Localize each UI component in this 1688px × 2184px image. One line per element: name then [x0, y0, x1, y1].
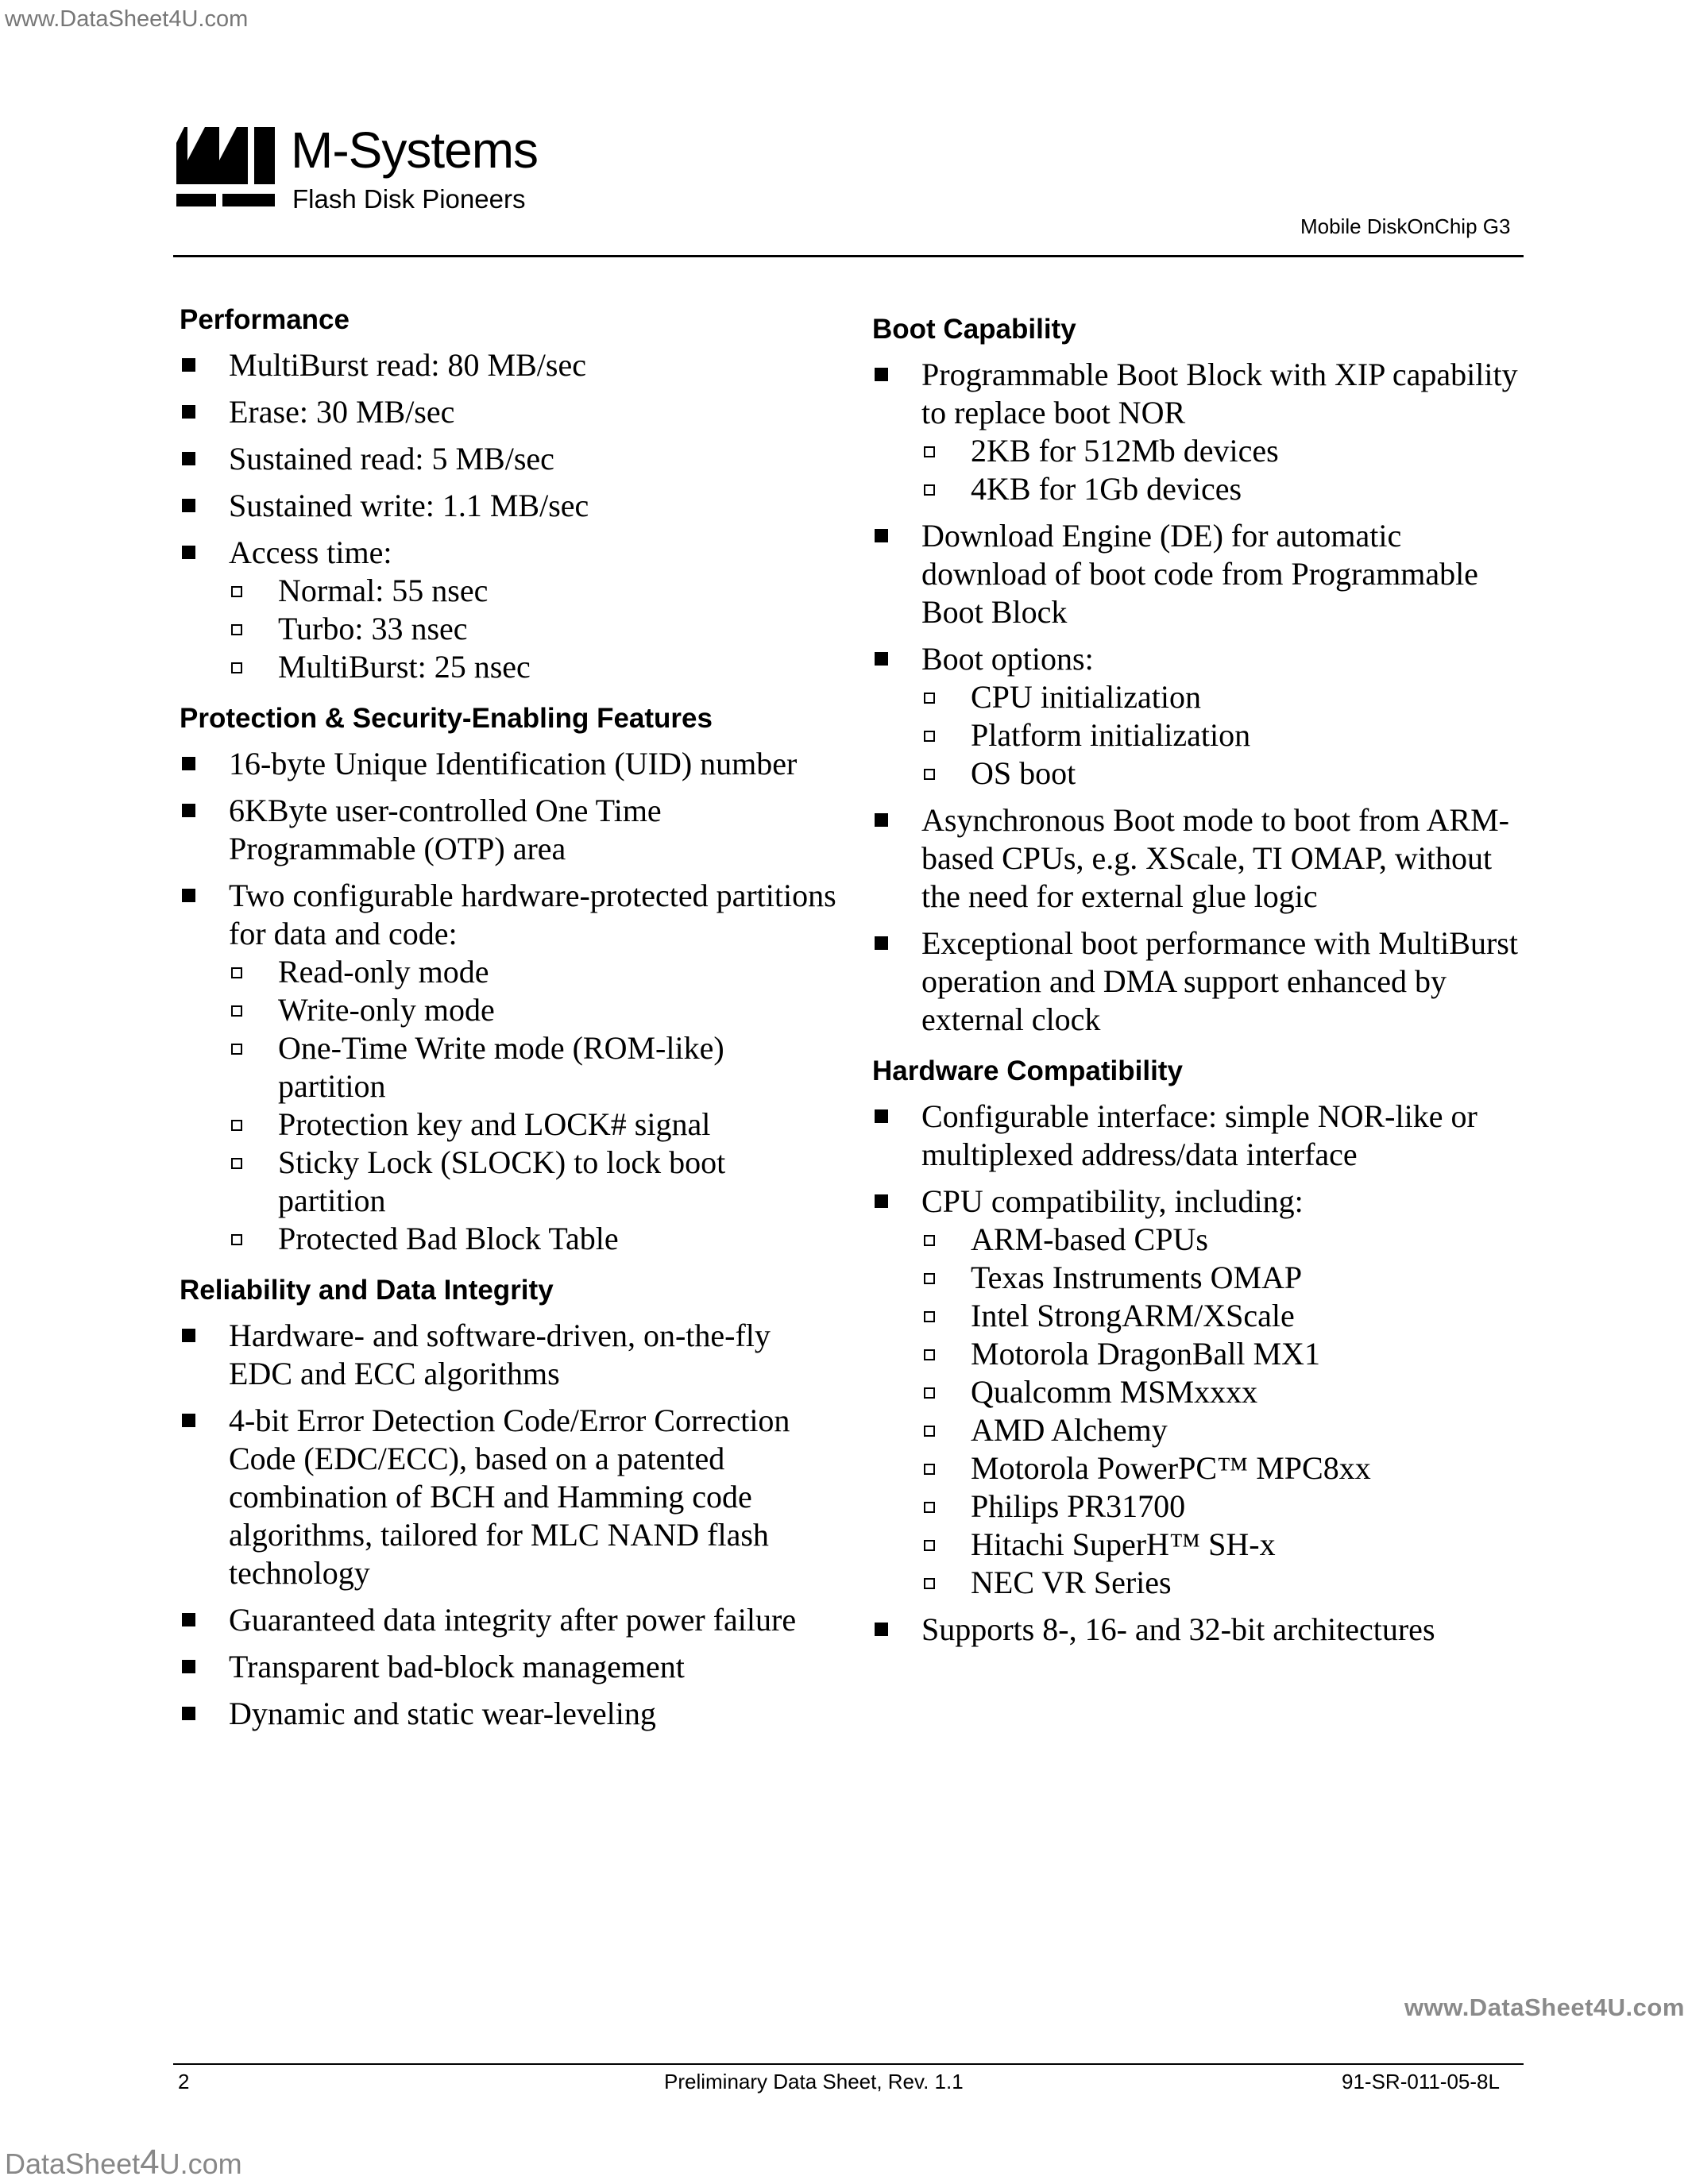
sub-list-item: MultiBurst: 25 nsec	[229, 648, 839, 686]
right-column	[872, 313, 1532, 1665]
sub-list-item: Philips PR31700	[921, 1488, 1532, 1526]
boot-block-sublist	[872, 432, 1532, 508]
sub-list-item: NEC VR Series	[921, 1564, 1532, 1602]
sub-list-item: OS boot	[921, 754, 1532, 793]
sub-list-item: Turbo: 33 nsec	[229, 610, 839, 648]
sub-list-item: Platform initialization	[921, 716, 1532, 754]
hardware-section	[872, 1055, 1532, 1649]
sub-list-item: Protection key and LOCK# signal	[229, 1106, 839, 1144]
watermark-bottom	[5, 2143, 242, 2182]
footer-doc-revision: Preliminary Data Sheet, Rev. 1.1	[664, 2070, 964, 2093]
list-item-access-time	[180, 534, 839, 686]
protection-list	[180, 745, 839, 1258]
protection-section	[180, 702, 839, 1258]
cpu-sublist	[872, 1221, 1532, 1602]
sub-list-item: Read-only mode	[229, 953, 839, 991]
sub-list-item: Normal: 55 nsec	[229, 572, 839, 610]
m-systems-logo-icon	[176, 127, 278, 210]
list-item: Configurable interface: simple NOR-like or multiplexed address/data interface	[872, 1098, 1532, 1174]
boot-heading: Boot Capability	[872, 314, 1076, 345]
list-item-boot-block	[872, 356, 1532, 508]
watermark-bottom-4: 4	[140, 2143, 160, 2182]
sub-list-item: Sticky Lock (SLOCK) to lock boot partition	[229, 1144, 839, 1220]
list-item-cpu-compat	[872, 1183, 1532, 1602]
list-item: 4-bit Error Detection Code/Error Correction Code (EDC/ECC), based on a patented combination of BCH and Hamming code algorithms, tailored for MLC NAND flash technology	[180, 1402, 839, 1592]
sub-list-item: One-Time Write mode (ROM-like) partition	[229, 1029, 839, 1106]
list-item-label: Programmable Boot Block with XIP capability to replace boot NOR	[921, 357, 1518, 430]
page-number: 2	[178, 2070, 190, 2093]
sub-list-item: Motorola DragonBall MX1	[921, 1335, 1532, 1373]
boot-list	[872, 356, 1532, 1039]
sub-list-item: AMD Alchemy	[921, 1411, 1532, 1449]
list-item: Erase: 30 MB/sec	[180, 393, 839, 431]
boot-options-sublist	[872, 678, 1532, 793]
list-item-label: Access time:	[229, 534, 392, 570]
hardware-heading: Hardware Compatibility	[872, 1055, 1183, 1086]
watermark-right: www.DataSheet4U.com	[1404, 1993, 1685, 2021]
partition-sublist	[180, 953, 839, 1258]
boot-section	[872, 313, 1532, 1039]
list-item: Download Engine (DE) for automatic download of boot code from Programmable Boot Block	[872, 517, 1532, 631]
list-item: 6KByte user-controlled One Time Programmable (OTP) area	[180, 792, 839, 868]
brand-tagline: Flash Disk Pioneers	[292, 184, 526, 214]
watermark-bottom-post: U.com	[159, 2147, 242, 2180]
list-item-label: CPU compatibility, including:	[921, 1183, 1304, 1219]
reliability-section	[180, 1274, 839, 1733]
list-item: Sustained write: 1.1 MB/sec	[180, 487, 839, 525]
list-item-label: Two configurable hardware-protected partitions for data and code:	[229, 878, 836, 951]
sub-list-item: CPU initialization	[921, 678, 1532, 716]
header-rule	[173, 255, 1524, 257]
watermark-bottom-pre: DataSheet	[5, 2147, 141, 2180]
footer-rule	[173, 2063, 1524, 2065]
list-item: Exceptional boot performance with MultiBurst operation and DMA support enhanced by external clock	[872, 924, 1532, 1039]
sub-list-item: 2KB for 512Mb devices	[921, 432, 1532, 470]
sub-list-item: Qualcomm MSMxxxx	[921, 1373, 1532, 1411]
list-item-partitions	[180, 877, 839, 1258]
hardware-list	[872, 1098, 1532, 1649]
document-title: Mobile DiskOnChip G3	[1300, 214, 1511, 238]
sub-list-item: Protected Bad Block Table	[229, 1220, 839, 1258]
list-item: Transparent bad-block management	[180, 1648, 839, 1686]
list-item: MultiBurst read: 80 MB/sec	[180, 346, 839, 384]
list-item: 16-byte Unique Identification (UID) number	[180, 745, 839, 783]
sub-list-item: Motorola PowerPC™ MPC8xx	[921, 1449, 1532, 1488]
performance-list	[180, 346, 839, 686]
list-item: Hardware- and software-driven, on-the-fly EDC and ECC algorithms	[180, 1317, 839, 1393]
list-item: Dynamic and static wear-leveling	[180, 1695, 839, 1733]
access-time-sublist	[180, 572, 839, 686]
protection-heading: Protection & Security-Enabling Features	[180, 703, 713, 734]
brand-name: M-Systems	[291, 122, 538, 179]
performance-section	[180, 303, 839, 686]
sub-list-item: ARM-based CPUs	[921, 1221, 1532, 1259]
list-item-label: Boot options:	[921, 641, 1094, 677]
sub-list-item: 4KB for 1Gb devices	[921, 470, 1532, 508]
reliability-heading: Reliability and Data Integrity	[180, 1275, 554, 1306]
footer-doc-number: 91-SR-011-05-8L	[1342, 2070, 1500, 2093]
sub-list-item: Hitachi SuperH™ SH-x	[921, 1526, 1532, 1564]
list-item-boot-options	[872, 640, 1532, 793]
sub-list-item: Write-only mode	[229, 991, 839, 1029]
list-item: Supports 8-, 16- and 32-bit architectures	[872, 1611, 1532, 1649]
sub-list-item: Intel StrongARM/XScale	[921, 1297, 1532, 1335]
list-item: Guaranteed data integrity after power failure	[180, 1601, 839, 1639]
list-item: Sustained read: 5 MB/sec	[180, 440, 839, 478]
watermark-top: www.DataSheet4U.com	[5, 6, 249, 32]
list-item: Asynchronous Boot mode to boot from ARM-based CPUs, e.g. XScale, TI OMAP, without the need for external glue logic	[872, 801, 1532, 916]
reliability-list	[180, 1317, 839, 1733]
left-column	[180, 303, 839, 1749]
sub-list-item: Texas Instruments OMAP	[921, 1259, 1532, 1297]
performance-heading: Performance	[180, 304, 350, 335]
